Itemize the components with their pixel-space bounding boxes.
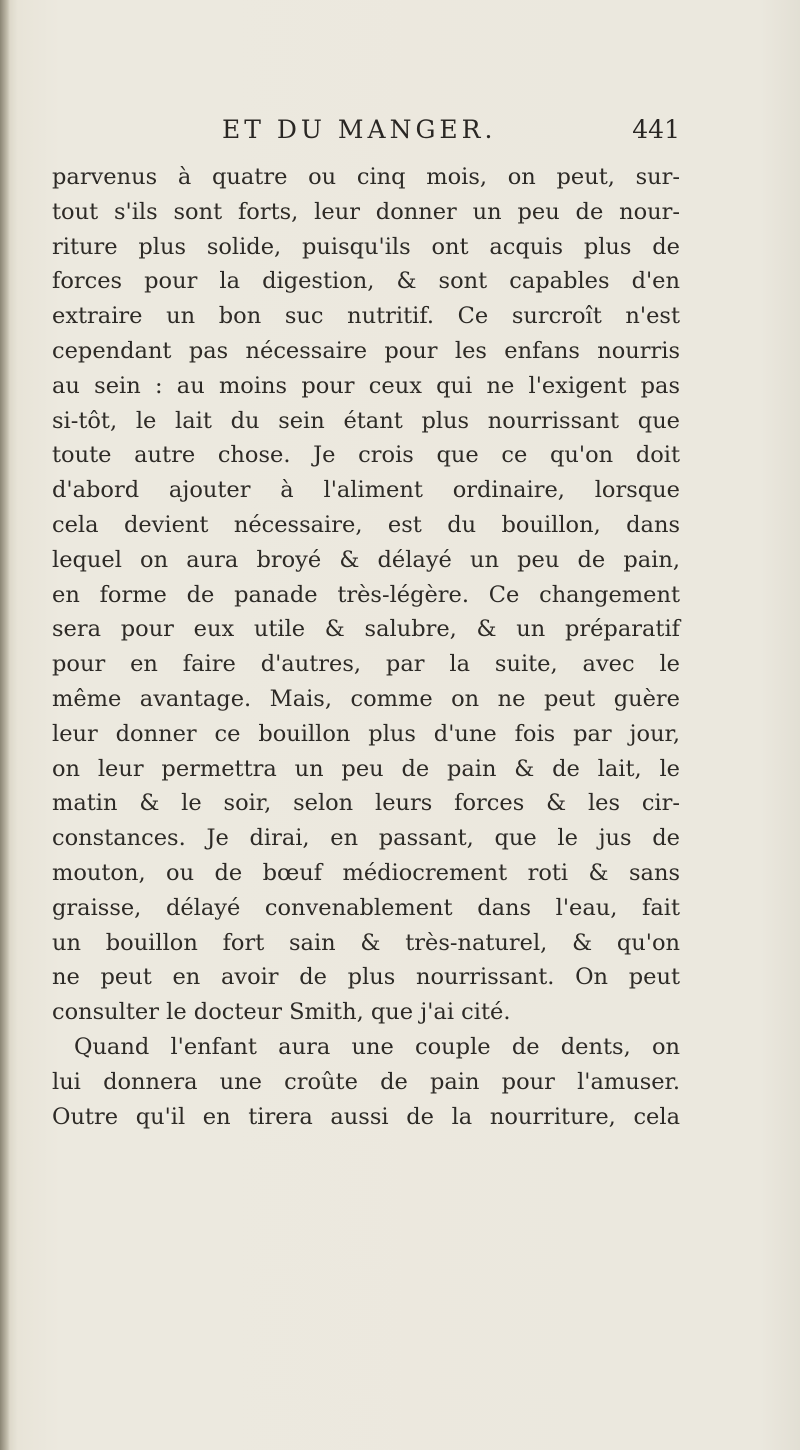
page-header [52, 115, 692, 155]
text-line: lequel on aura broyé & délayé un peu de pain, [52, 546, 680, 573]
body-text [52, 160, 680, 1134]
text-line: matin & le soir, selon leurs forces & les cir- [52, 790, 680, 817]
running-title: ET DU MANGER. [222, 115, 497, 144]
page-gutter-shadow [0, 0, 10, 1450]
text-line: tout s'ils sont forts, leur donner un peu de nour- [52, 198, 680, 225]
text-line: au sein : au moins pour ceux qui ne l'exigent pas [52, 372, 680, 399]
text-line: parvenus à quatre ou cinq mois, on peut, sur- [52, 164, 680, 190]
text-line: leur donner ce bouillon plus d'une fois par jour, [52, 720, 680, 747]
text-line: mouton, ou de bœuf médiocrement roti & sans [52, 859, 680, 886]
text-line: cela devient nécessaire, est du bouillon, dans [52, 511, 680, 538]
text-line-paragraph-end: consulter le docteur Smith, que j'ai cité. [52, 999, 511, 1026]
text-line: cependant pas nécessaire pour les enfans nourris [52, 337, 680, 364]
text-line: en forme de panade très-légère. Ce changement [52, 581, 680, 608]
text-line: d'abord ajouter à l'aliment ordinaire, lorsque [52, 477, 680, 504]
text-line: lui donnera une croûte de pain pour l'amuser. [52, 1068, 680, 1095]
text-line: sera pour eux utile & salubre, & un préparatif [52, 616, 680, 643]
text-line: toute autre chose. Je crois que ce qu'on doit [52, 442, 680, 469]
page-number: 441 [632, 115, 680, 144]
text-line: même avantage. Mais, comme on ne peut guère [52, 685, 680, 712]
text-line: extraire un bon suc nutritif. Ce surcroît n'est [52, 303, 680, 330]
text-line: si-tôt, le lait du sein étant plus nourrissant que [52, 407, 680, 434]
text-line: constances. Je dirai, en passant, que le jus de [52, 825, 680, 852]
text-line: un bouillon fort sain & très-naturel, & qu'on [52, 929, 680, 956]
text-line: riture plus solide, puisqu'ils ont acquis plus de [52, 233, 680, 260]
text-line: pour en faire d'autres, par la suite, avec le [52, 651, 680, 678]
text-line: on leur permettra un peu de pain & de lait, le [52, 755, 680, 782]
text-line: graisse, délayé convenablement dans l'eau, fait [52, 894, 680, 921]
text-line-paragraph-start: Quand l'enfant aura une couple de dents, on [74, 1033, 680, 1060]
text-line: ne peut en avoir de plus nourrissant. On peut [52, 964, 680, 991]
text-line: forces pour la digestion, & sont capables d'en [52, 268, 680, 295]
text-line: Outre qu'il en tirera aussi de la nourriture, cela [52, 1103, 680, 1130]
